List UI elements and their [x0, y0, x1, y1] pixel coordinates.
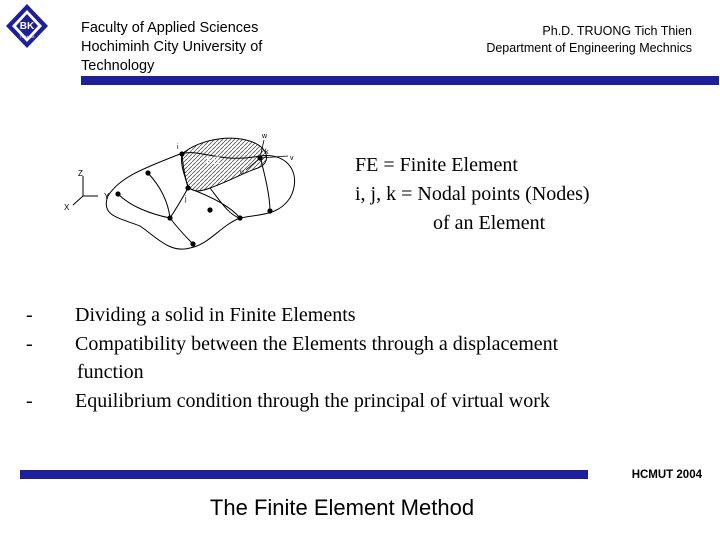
bullet-dash: - — [26, 389, 33, 412]
axis-z-label: Z — [78, 169, 83, 178]
department-name: Department of Engineering Mechnics — [486, 41, 692, 55]
header-author-block — [486, 23, 692, 57]
footer-divider-bar — [20, 470, 588, 479]
legend-line-2: i, j, k = Nodal points (Nodes) — [355, 183, 590, 205]
bullet-dash: - — [26, 304, 33, 326]
bullet-continuation — [26, 358, 696, 387]
displacement-label-u: u — [240, 169, 244, 176]
bullet-list — [26, 301, 696, 415]
displacement-label-v: v — [290, 155, 294, 162]
university-logo-icon — [4, 2, 50, 66]
legend-line-1: FE = Finite Element — [355, 154, 518, 176]
logo-text-bottom: TP.HCM — [19, 34, 35, 39]
node-label-i: i — [177, 144, 179, 151]
bullet-text-2-cont: function — [77, 361, 144, 383]
logo-text-top: BK — [19, 21, 35, 32]
author-name: Ph.D. TRUONG Tich Thien — [542, 24, 692, 38]
bullet-dash: - — [26, 332, 33, 355]
legend-block — [355, 151, 695, 238]
axis-x-label: X — [64, 203, 70, 212]
bullet-text-1: Dividing a solid in Finite Elements — [75, 304, 356, 326]
bullet-text-3: Equilibrium condition through the principal of virtual work — [75, 389, 550, 412]
finite-element-mesh-icon — [60, 126, 310, 266]
list-item — [26, 301, 696, 330]
footer-identifier: HCMUT 2004 — [631, 469, 702, 481]
displacement-label-w: w — [262, 133, 268, 140]
shaded-finite-element — [181, 138, 266, 191]
node-label-j: j — [185, 196, 187, 203]
org-line-1: Faculty of Applied Sciences — [81, 20, 259, 36]
axis-y-label: Y — [104, 192, 110, 201]
bullet-text-2: Compatibility between the Elements through a displacement — [75, 332, 559, 355]
list-item — [26, 330, 696, 359]
org-line-2: Hochiminh City University of — [81, 39, 263, 55]
coordinate-axes — [73, 176, 98, 205]
header-divider-bar — [81, 76, 719, 85]
legend-line-3: of an Element — [433, 212, 546, 234]
org-line-3: Technology — [81, 58, 155, 74]
node-label-k: k — [265, 149, 269, 156]
header-organization — [81, 19, 321, 76]
slide-title: The Finite Element Method — [209, 495, 475, 520]
list-item — [26, 387, 696, 416]
element-label: FE — [206, 155, 221, 167]
